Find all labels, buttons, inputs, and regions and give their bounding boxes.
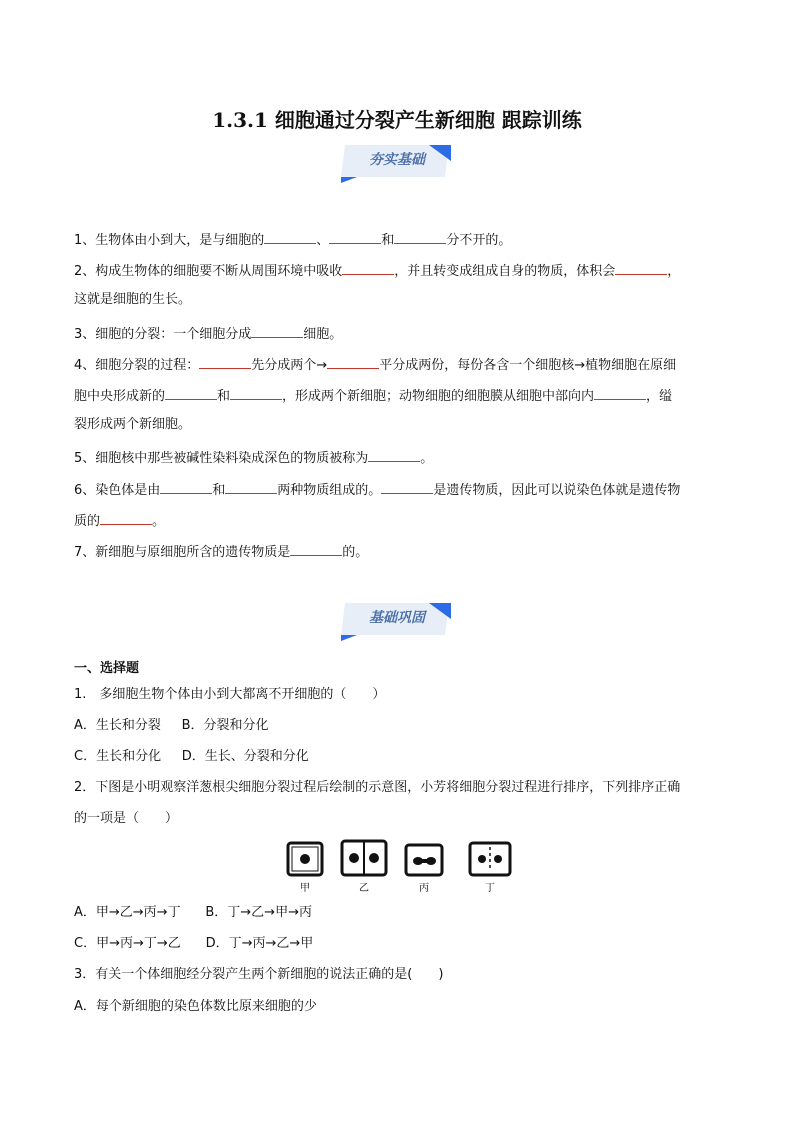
choice-question-3-stem: 3．有关一个体细胞经分裂产生两个新细胞的说法正确的是( ) — [74, 967, 444, 982]
option-d[interactable]: D．生长、分裂和分化 — [181, 749, 309, 764]
fill-question-6: 6、染色体是由 和 两种物质组成的。 是遗传物质，因此可以说染色体就是遗传物 — [74, 480, 680, 499]
answer-blank[interactable] — [594, 386, 646, 400]
fill-question-5: 5、细胞核中那些被碱性染料染成深色的物质被称为 。 — [74, 448, 433, 467]
fill-question-1: 1、生物体由小到大，是与细胞的 、 和 分不开的。 — [74, 230, 511, 249]
cell-stage-yi — [342, 841, 386, 875]
fill-question-4-line3: 裂形成两个新细胞。 — [74, 417, 192, 432]
answer-blank[interactable] — [381, 480, 433, 494]
fill-question-2: 2、构成生物体的细胞要不断从周围环境中吸收 ，并且转变成组成自身的物质，体积会 ， — [74, 261, 680, 280]
section-badge-basic — [341, 143, 453, 183]
cell-stage-jia — [288, 843, 322, 875]
choice-question-1-options-row2 — [74, 749, 309, 765]
section-heading: 一、选择题 — [74, 661, 140, 676]
fill-question-4-line2: 胞中央形成新的 和 ，形成两个新细胞；动物细胞的细胞膜从细胞中部向内 ，缢 — [74, 386, 672, 405]
answer-blank[interactable] — [329, 230, 381, 244]
answer-blank[interactable] — [342, 261, 394, 275]
answer-blank[interactable] — [368, 448, 420, 462]
badge-label: 基础巩固 — [369, 610, 425, 626]
stage-label-yi: 乙 — [359, 883, 369, 894]
section-badge-consolidate — [341, 601, 453, 641]
badge-label: 夯实基础 — [369, 152, 425, 168]
cell-division-diagram — [284, 837, 514, 895]
choice-question-2-options-row1 — [74, 905, 312, 921]
answer-blank[interactable] — [615, 261, 667, 275]
stage-label-bing: 丙 — [419, 883, 429, 894]
stage-label-ding: 丁 — [485, 883, 495, 894]
answer-blank[interactable] — [327, 355, 379, 369]
answer-blank[interactable] — [225, 480, 277, 494]
cell-stage-ding — [470, 843, 510, 875]
option-b[interactable]: B．分裂和分化 — [181, 718, 269, 733]
option-b[interactable]: B．丁→乙→甲→丙 — [205, 905, 312, 920]
fill-question-7: 7、新细胞与原细胞所含的遗传物质是 的。 — [74, 542, 368, 561]
cell-stage-bing — [406, 845, 442, 875]
choice-question-2-options-row2 — [74, 936, 313, 952]
option-a[interactable]: A．生长和分裂 — [74, 718, 161, 733]
choice-question-2-stem: 2．下图是小明观察洋葱根尖细胞分裂过程后绘制的示意图，小芳将细胞分裂过程进行排序，下列排序正确 — [74, 780, 681, 795]
option-a[interactable]: A．甲→乙→丙→丁 — [74, 905, 181, 920]
answer-blank[interactable] — [230, 386, 282, 400]
answer-blank[interactable] — [165, 386, 217, 400]
answer-blank[interactable] — [100, 511, 152, 525]
choice-question-2-stem-line2: 的一项是（ ） — [74, 811, 179, 826]
fill-question-6-line2: 质的 。 — [74, 511, 165, 530]
choice-question-1-options-row1 — [74, 718, 269, 734]
answer-blank[interactable] — [290, 542, 342, 556]
fill-question-3: 3、细胞的分裂：一个细胞分成 细胞。 — [74, 324, 342, 343]
answer-blank[interactable] — [394, 230, 446, 244]
answer-blank[interactable] — [264, 230, 316, 244]
answer-blank[interactable] — [199, 355, 251, 369]
stage-label-jia: 甲 — [300, 883, 310, 894]
fill-question-2-continued: 这就是细胞的生长。 — [74, 292, 192, 307]
option-c[interactable]: C．生长和分化 — [74, 749, 162, 764]
choice-question-3-option-a[interactable]: A．每个新细胞的染色体数比原来细胞的少 — [74, 999, 317, 1014]
answer-blank[interactable] — [160, 480, 212, 494]
choice-question-1-stem: 1. 多细胞生物个体由小到大都离不开细胞的（ ） — [74, 687, 386, 702]
option-d[interactable]: D．丁→丙→乙→甲 — [205, 936, 314, 951]
page-title: 1.3.1 细胞通过分裂产生新细胞 跟踪训练 — [212, 108, 582, 132]
option-c[interactable]: C．甲→丙→丁→乙 — [74, 936, 181, 951]
answer-blank[interactable] — [251, 324, 303, 338]
fill-question-4: 4、细胞分裂的过程： 先分成两个→ 平分成两份，每份各含一个细胞核→植物细胞在原细 — [74, 355, 676, 374]
